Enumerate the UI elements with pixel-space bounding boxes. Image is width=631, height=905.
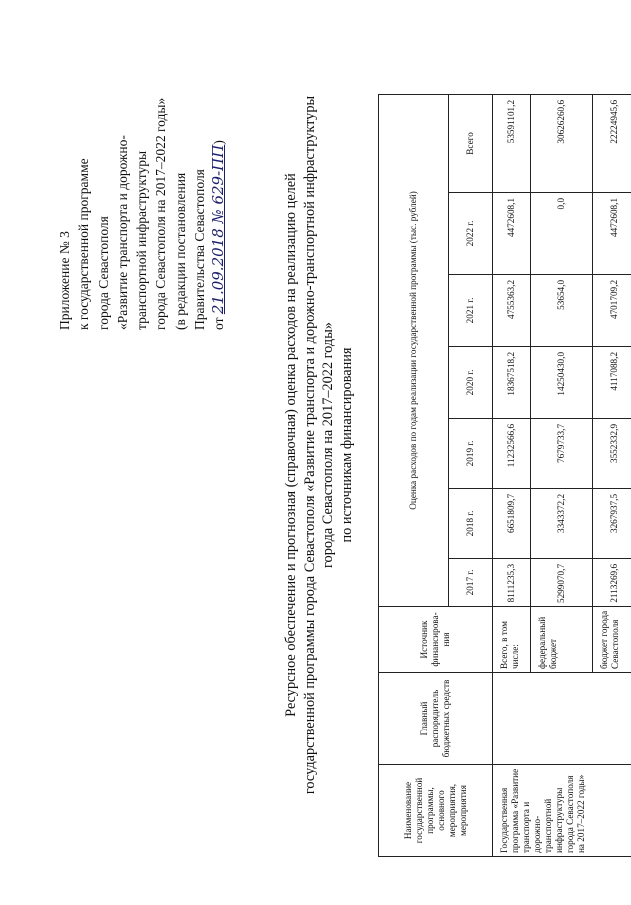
- value-cell: 3552332,9: [593, 418, 631, 488]
- appendix-line: (в редакции постановления: [172, 172, 188, 330]
- funding-table: [378, 94, 631, 857]
- value-cell: 7679733,7: [531, 418, 593, 488]
- header-funding-source: Источник финансирова-ния: [379, 607, 493, 673]
- source-cell: федеральный бюджет: [531, 607, 593, 673]
- title-line: государственной программы города Севастополя «Развитие транспорта и дорожно-транспортной инфраструктуры: [301, 95, 318, 795]
- appendix-block: [55, 30, 229, 330]
- value-cell: 30626260,6: [531, 94, 593, 192]
- header-total: Всего: [449, 94, 493, 192]
- value-cell: 3267937,5: [593, 488, 631, 558]
- value-cell: 4701709,2: [593, 274, 631, 346]
- date-prefix: от: [211, 317, 227, 330]
- header-year: 2022 г.: [449, 192, 493, 274]
- appendix-line: города Севастополя на 2017–2022 годы»: [153, 97, 169, 330]
- program-name-cell: Государственная программа «Развитие транспорта и дорожно-транспортной инфраструктуры города Севастополя на 2017–2022 годы»: [493, 765, 631, 857]
- value-cell: 14250430,0: [531, 346, 593, 418]
- header-year: 2019 г.: [449, 418, 493, 488]
- value-cell: 5299070,7: [531, 558, 593, 606]
- appendix-line: «Развитие транспорта и дорожно-: [114, 135, 130, 330]
- document-title: [282, 55, 356, 835]
- source-cell: бюджет города Севастополя: [593, 607, 631, 673]
- title-line: города Севастополя на 2017–2022 годы»: [320, 322, 337, 568]
- table-row: [493, 94, 531, 856]
- appendix-line: города Севастополя: [95, 216, 111, 330]
- value-cell: 3343372,2: [531, 488, 593, 558]
- value-cell: 6651809,7: [493, 488, 531, 558]
- value-cell: 8111235,3: [493, 558, 531, 606]
- date-suffix: ): [211, 140, 227, 145]
- value-cell: 53591101,2: [493, 94, 531, 192]
- header-estimate: Оценка расходов по годам реализации государственной программы (тыс. рублей): [379, 94, 449, 606]
- header-year: 2020 г.: [449, 346, 493, 418]
- header-budget-manager: Главный распорядитель бюджетных средств: [379, 673, 493, 765]
- value-cell: 11232566,6: [493, 418, 531, 488]
- handwritten-date-number: 21.09.2018 № 629-ПП: [209, 144, 228, 315]
- value-cell: 22224945,6: [593, 94, 631, 192]
- appendix-line: Приложение № 3: [57, 231, 72, 330]
- appendix-line: транспортной инфраструктуры: [134, 150, 150, 330]
- value-cell: 2113269,6: [593, 558, 631, 606]
- value-cell: 4117088,2: [593, 346, 631, 418]
- appendix-line: Правительства Севастополя: [192, 169, 208, 330]
- appendix-line: к государственной программе: [76, 158, 92, 330]
- header-year: 2021 г.: [449, 274, 493, 346]
- value-cell: 4472608,1: [493, 192, 531, 274]
- title-line: по источникам финансирования: [338, 347, 355, 543]
- source-cell: Всего, в том числе:: [493, 607, 531, 673]
- value-cell: 4755363,2: [493, 274, 531, 346]
- value-cell: 0,0: [531, 192, 593, 274]
- budget-manager-cell: [493, 673, 631, 765]
- header-year: 2018 г.: [449, 488, 493, 558]
- title-line: Ресурсное обеспечение и прогнозная (справочная) оценка расходов на реализацию целей: [283, 173, 299, 717]
- value-cell: 4472608,1: [593, 192, 631, 274]
- value-cell: 18367518,2: [493, 346, 531, 418]
- header-program-name: Наименование государственной программы, основного мероприятия, мероприятия: [379, 765, 493, 857]
- header-year: 2017 г.: [449, 558, 493, 606]
- value-cell: 53654,0: [531, 274, 593, 346]
- appendix-date-line: [209, 30, 228, 330]
